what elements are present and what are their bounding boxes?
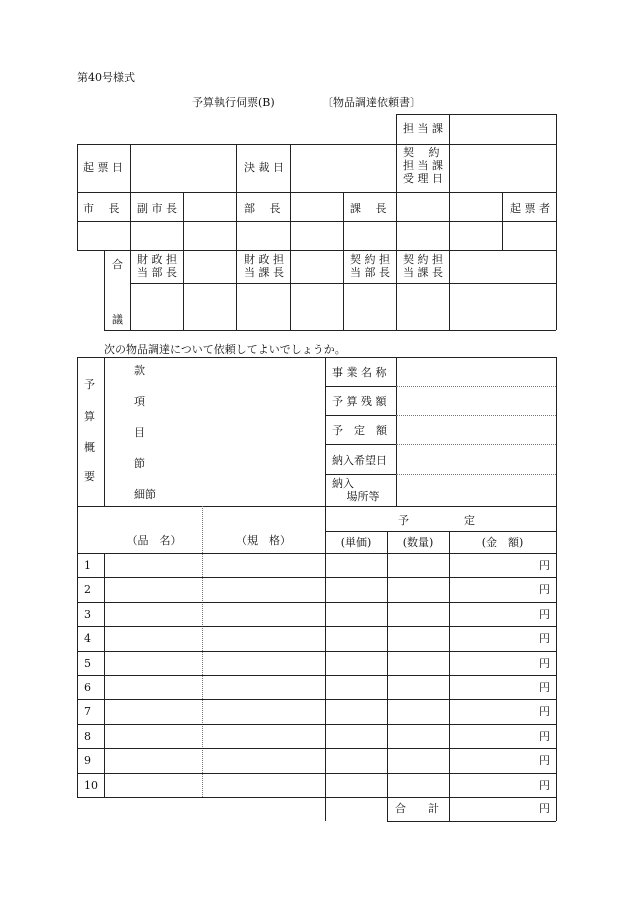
budget-item-moku: 目 <box>134 426 145 439</box>
rule-line <box>387 821 556 822</box>
row-number: 2 <box>84 583 91 597</box>
label-kihyosha: 起 票 者 <box>510 202 550 215</box>
field-yotei-gaku: 予 定 額 <box>332 424 387 437</box>
row-number: 3 <box>84 607 91 621</box>
field-nonyu-basho: 納入 場所等 <box>332 477 380 503</box>
rule-line <box>77 651 556 652</box>
header-tanka: (単価) <box>340 536 372 549</box>
budget-item-ko: 項 <box>134 395 145 408</box>
row-number: 6 <box>84 681 91 694</box>
rule-line <box>77 748 556 749</box>
rule-line <box>104 357 105 506</box>
header-kingaku: (金 額) <box>481 536 524 549</box>
rule-line <box>77 506 556 507</box>
rule-line <box>77 192 556 193</box>
field-jigyo-meisho: 事 業 名 称 <box>332 366 387 379</box>
budget-item-kan: 款 <box>134 364 145 377</box>
label-kihyo-bi: 起 票 日 <box>83 161 123 174</box>
rule-line <box>77 602 556 603</box>
rule-line <box>396 386 556 387</box>
rule-line <box>396 144 556 145</box>
rule-line <box>130 144 131 330</box>
rule-line <box>77 221 556 222</box>
rule-line <box>556 506 557 821</box>
rule-line <box>290 144 291 330</box>
field-yosan-zangaku: 予 算 残 額 <box>332 395 387 408</box>
rule-line <box>77 577 556 578</box>
rule-line <box>396 114 397 330</box>
request-text: 次の物品調達について依頼してよいでしょうか。 <box>104 343 346 356</box>
total-yen: 円 <box>539 802 550 815</box>
row-number: 1 <box>84 559 91 572</box>
form-title: 予算執行伺票(B) <box>192 96 275 109</box>
row-number: 9 <box>84 754 91 768</box>
label-bucho: 部 長 <box>244 202 281 215</box>
rule-line <box>77 675 556 676</box>
row-number: 7 <box>84 705 91 719</box>
field-nonyu-kibobi: 納入希望日 <box>332 454 387 467</box>
rule-line <box>77 773 556 774</box>
rule-line <box>396 474 556 475</box>
rule-line <box>396 444 556 445</box>
budget-label-1: 予 <box>84 378 95 391</box>
rule-line <box>502 192 503 250</box>
budget-label-3: 概 <box>84 441 95 454</box>
row-yen: 円 <box>539 778 550 792</box>
rule-line <box>449 531 450 821</box>
form-subtitle: 〔物品調達依頼書〕 <box>322 96 421 109</box>
header-hinmei: （品 名） <box>126 534 182 547</box>
label-kacho: 課 長 <box>350 202 387 215</box>
row-yen: 円 <box>539 656 550 670</box>
rule-line <box>396 357 397 506</box>
rule-line <box>77 724 556 725</box>
rule-line <box>77 797 556 798</box>
label-keiyaku-kacho: 契 約 担 当 課 長 <box>403 253 443 279</box>
rule-line <box>104 250 105 330</box>
rule-line <box>77 626 556 627</box>
rule-line <box>77 250 556 251</box>
rule-line <box>77 553 556 554</box>
row-number: 5 <box>84 656 91 670</box>
rule-line <box>449 114 450 192</box>
rule-line <box>387 531 388 821</box>
rule-line <box>556 357 557 506</box>
label-shicho: 市 長 <box>83 202 120 215</box>
rule-line <box>325 444 396 445</box>
budget-item-setsu: 節 <box>134 457 145 470</box>
budget-label-2: 算 <box>84 410 95 423</box>
rule-line <box>343 192 344 330</box>
rule-line <box>396 415 556 416</box>
label-tanto-ka: 担 当 課 <box>403 122 443 135</box>
rule-line <box>449 192 450 330</box>
rule-line <box>396 114 556 115</box>
rule-line <box>77 357 556 358</box>
label-kessai-bi: 決 裁 日 <box>244 161 284 174</box>
budget-label-4: 要 <box>84 470 95 483</box>
label-zaisei-bucho: 財 政 担 当 部 長 <box>137 253 177 279</box>
label-ai: 合 <box>112 258 123 271</box>
rule-line <box>77 144 78 250</box>
rule-line <box>325 474 396 475</box>
header-kikaku: （規 格） <box>236 534 291 547</box>
rule-line <box>325 386 396 387</box>
label-fukushicho: 副 市 長 <box>137 202 177 215</box>
row-yen: 円 <box>539 705 550 719</box>
row-yen: 円 <box>539 729 550 743</box>
rule-line <box>325 531 556 532</box>
label-zaisei-kacho: 財 政 担 当 課 長 <box>244 253 284 279</box>
rule-line <box>104 330 556 331</box>
rule-line <box>77 699 556 700</box>
row-number: 4 <box>84 632 91 646</box>
row-yen: 円 <box>539 607 550 621</box>
label-gi: 議 <box>112 313 123 326</box>
form-number: 第40号様式 <box>77 71 135 84</box>
row-yen: 円 <box>539 681 550 694</box>
label-keiyaku-juri: 契 約 担 当 課 受 理 日 <box>403 146 443 185</box>
row-number: 10 <box>84 778 98 792</box>
rule-line <box>236 144 237 330</box>
rule-line <box>325 415 396 416</box>
row-yen: 円 <box>539 583 550 597</box>
rule-line <box>325 357 326 506</box>
rule-line <box>77 357 78 506</box>
total-label: 合 計 <box>395 802 439 815</box>
row-number: 8 <box>84 729 91 743</box>
rule-line <box>556 114 557 330</box>
row-yen: 円 <box>539 559 550 572</box>
rule-line <box>183 192 184 330</box>
header-yotei: 予 定 <box>398 514 475 527</box>
label-keiyaku-bucho: 契 約 担 当 部 長 <box>350 253 390 279</box>
row-yen: 円 <box>539 632 550 646</box>
budget-item-saisetsu: 細節 <box>134 488 156 501</box>
header-suryo: (数量) <box>402 536 434 549</box>
row-yen: 円 <box>539 754 550 768</box>
